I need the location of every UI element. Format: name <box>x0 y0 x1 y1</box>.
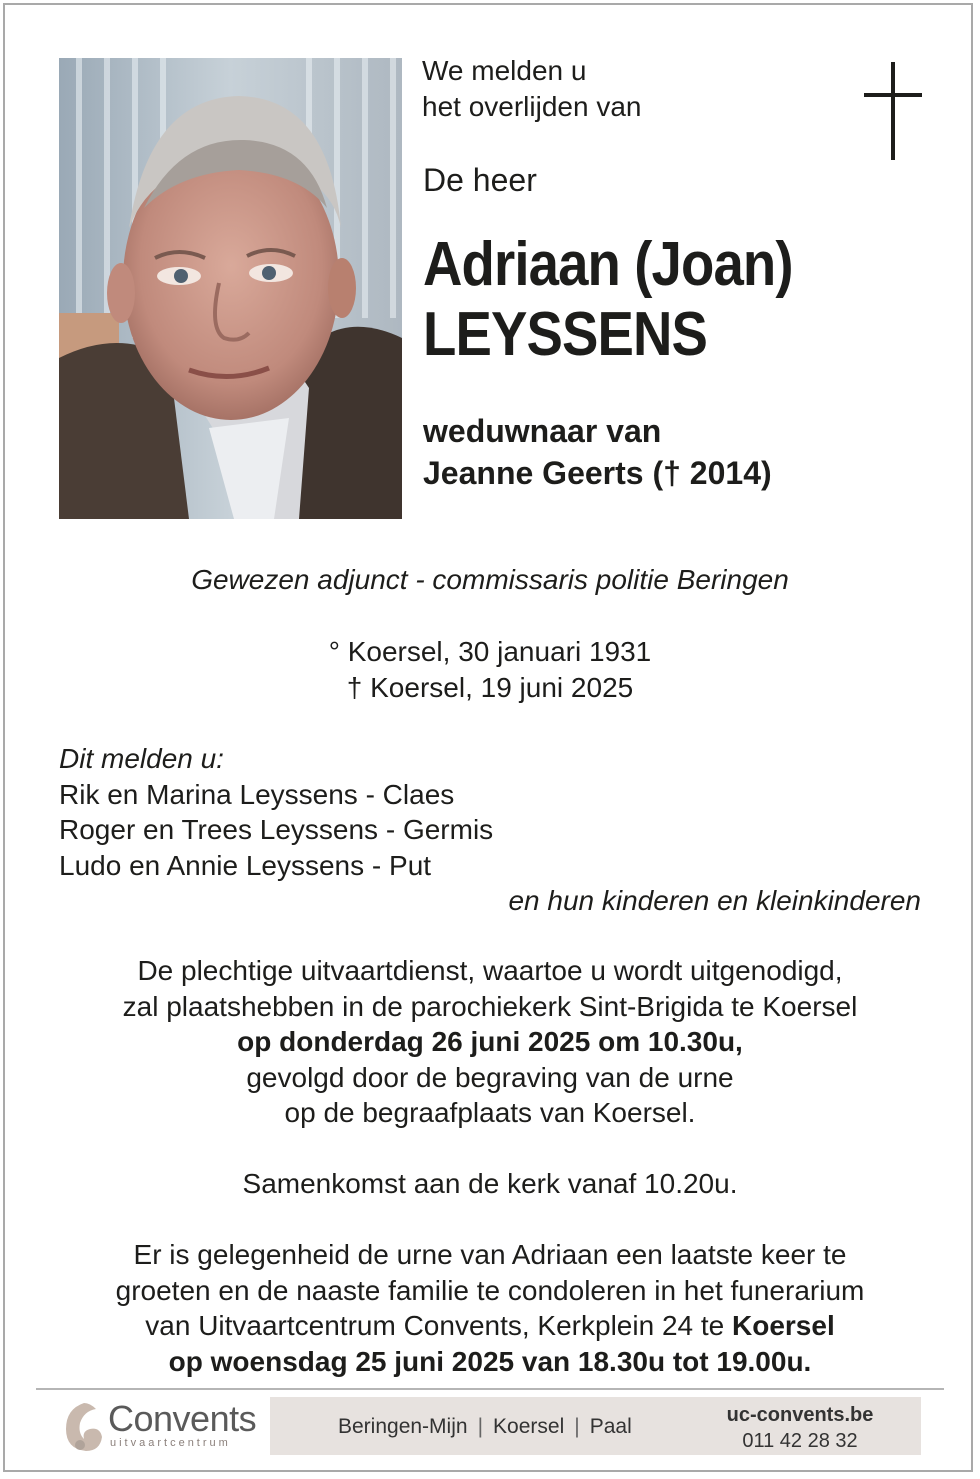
location-paal: Paal <box>589 1415 632 1438</box>
logo-wordmark: Convents <box>108 1398 257 1439</box>
footer-contact <box>700 1402 900 1454</box>
separator: | <box>574 1415 580 1438</box>
condolence-datetime: op woensdag 25 juni 2025 van 18.30u tot 19.00u. <box>168 1345 812 1377</box>
honorific: De heer <box>423 162 537 198</box>
cross-icon <box>864 62 922 160</box>
separator: | <box>477 1415 484 1438</box>
service-line-2: zal plaatshebben in de parochiekerk Sint-Brigida te Koersel <box>122 990 858 1022</box>
location-beringen-mijn: Beringen-Mijn <box>338 1415 468 1438</box>
logo-subtitle: uitvaartcentrum <box>110 1437 231 1449</box>
spouse-name: Jeanne Geerts († 2014) <box>423 455 772 491</box>
condolence-line-3 <box>40 1308 940 1344</box>
service-line-1: De plechtige uitvaartdienst, waartoe u wordt uitgenodigd, <box>137 955 843 986</box>
family-tail: en hun kinderen en kleinkinderen <box>508 885 921 916</box>
deceased-name <box>423 230 793 370</box>
birth-date: ° Koersel, 30 januari 1931 <box>328 636 652 667</box>
intro-line-1: We melden u <box>422 55 587 86</box>
phone-number: 011 42 28 32 <box>742 1430 858 1452</box>
condolence-address: van Uitvaartcentrum Convents, Kerkplein 24 te <box>145 1310 732 1341</box>
footer-divider <box>36 1388 944 1390</box>
widower-of <box>423 410 772 494</box>
family-lead: Dit melden u: <box>59 743 224 774</box>
family-member: Ludo en Annie Leyssens - Put <box>59 849 432 881</box>
portrait-photo <box>59 58 402 519</box>
family-member: Rik en Marina Leyssens - Claes <box>59 778 455 810</box>
funeral-service <box>40 953 940 1131</box>
condolence-town: Koersel <box>732 1310 835 1341</box>
former-role: Gewezen adjunct - commissaris politie Beringen <box>191 564 789 595</box>
service-line-4: gevolgd door de begraving van de urne <box>246 1061 734 1093</box>
intro-line-2: het overlijden van <box>422 91 642 122</box>
deceased-last-name: LEYSSENS <box>423 300 708 369</box>
deceased-first-name: Adriaan (Joan) <box>423 230 793 299</box>
gathering-time: Samenkomst aan de kerk vanaf 10.20u. <box>242 1168 738 1199</box>
footer-locations <box>338 1413 632 1441</box>
family-list <box>59 741 493 883</box>
location-koersel: Koersel <box>493 1415 565 1438</box>
condolence-line-2: groeten en de naaste familie te condoleren in het funerarium <box>115 1274 865 1306</box>
family-member: Roger en Trees Leyssens - Germis <box>59 814 494 845</box>
service-line-5: op de begraafplaats van Koersel. <box>284 1097 696 1128</box>
death-date: † Koersel, 19 juni 2025 <box>346 672 634 703</box>
widower-label: weduwnaar van <box>423 413 662 449</box>
condolence-info <box>40 1237 940 1379</box>
life-dates <box>40 634 940 706</box>
condolence-line-1: Er is gelegenheid de urne van Adriaan een laatste keer te <box>133 1239 847 1270</box>
website-link[interactable]: uc-convents.be <box>726 1404 874 1426</box>
intro-text <box>422 53 641 125</box>
service-datetime: op donderdag 26 juni 2025 om 10.30u, <box>237 1026 743 1057</box>
